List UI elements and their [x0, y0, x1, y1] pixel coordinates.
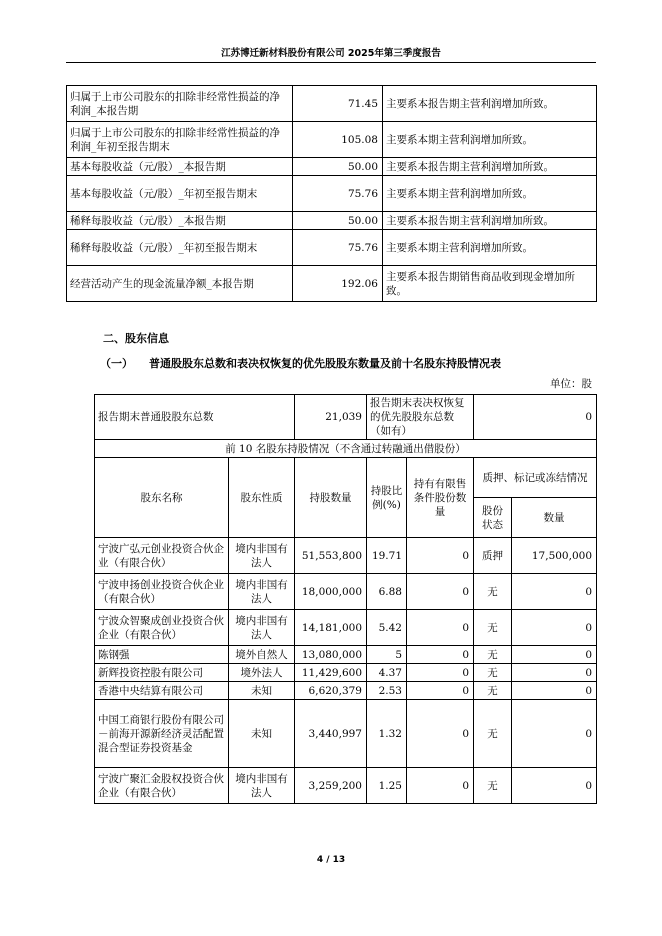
holder-restricted: 0 [407, 646, 474, 664]
table-row [67, 86, 597, 122]
holder-shares: 6,620,379 [295, 682, 367, 700]
col-shares-header: 持股数量 [295, 458, 367, 538]
indicator-item: 归属于上市公司股东的扣除非经常性损益的净利润_本报告期 [67, 86, 293, 122]
summary-value-2: 0 [474, 395, 597, 440]
holder-restricted: 0 [407, 538, 474, 574]
summary-value-1: 21,039 [295, 395, 367, 440]
table-row [95, 682, 597, 700]
holder-name: 宁波广聚汇金股权投资合伙企业（有限合伙） [95, 768, 229, 804]
holder-status: 质押 [474, 538, 512, 574]
table-row [95, 700, 597, 768]
holder-nature: 境内非国有法人 [229, 538, 295, 574]
indicator-reason: 主要系本期主营利润增加所致。 [383, 176, 597, 212]
holder-name: 陈钢强 [95, 646, 229, 664]
column-header-row [95, 458, 597, 498]
indicator-reason: 主要系本报告期主营利润增加所致。 [383, 86, 597, 122]
holder-nature: 境内非国有法人 [229, 574, 295, 610]
indicator-item: 基本每股收益（元/股）_本报告期 [67, 158, 293, 176]
holder-restricted: 0 [407, 700, 474, 768]
holder-shares: 18,000,000 [295, 574, 367, 610]
holder-ratio: 5 [367, 646, 407, 664]
holder-name: 中国工商银行股份有限公司－前海开源新经济灵活配置混合型证券投资基金 [95, 700, 229, 768]
indicator-rows [67, 86, 597, 302]
holder-shares: 13,080,000 [295, 646, 367, 664]
holder-name: 宁波申扬创业投资合伙企业（有限合伙） [95, 574, 229, 610]
holder-nature: 未知 [229, 682, 295, 700]
holder-name: 宁波众智聚成创业投资合伙企业（有限合伙） [95, 610, 229, 646]
indicator-reason: 主要系本报告期主营利润增加所致。 [383, 158, 597, 176]
holder-nature: 境内非国有法人 [229, 768, 295, 804]
holder-nature: 境外法人 [229, 664, 295, 682]
holder-qty: 0 [512, 610, 597, 646]
table-row [67, 230, 597, 266]
holder-restricted: 0 [407, 664, 474, 682]
table-row [67, 176, 597, 212]
indicator-value: 75.76 [293, 230, 383, 266]
holder-shares: 51,553,800 [295, 538, 367, 574]
holder-ratio: 19.71 [367, 538, 407, 574]
col-restricted-header: 持有有限售条件股份数量 [407, 458, 474, 538]
indicator-value: 71.45 [293, 86, 383, 122]
col-nature-header: 股东性质 [229, 458, 295, 538]
holder-qty: 0 [512, 700, 597, 768]
indicator-value: 105.08 [293, 122, 383, 158]
table-row [67, 122, 597, 158]
subsection-number: （一） [100, 357, 133, 370]
holder-name: 新辉投资控股有限公司 [95, 664, 229, 682]
indicator-change-table [66, 85, 597, 302]
holder-restricted: 0 [407, 574, 474, 610]
table-row [95, 646, 597, 664]
indicator-value: 50.00 [293, 212, 383, 230]
holder-shares: 14,181,000 [295, 610, 367, 646]
indicator-reason: 主要系本报告期销售商品收到现金增加所致。 [383, 266, 597, 302]
summary-row [95, 395, 597, 440]
shareholder-table [94, 394, 597, 804]
table-row [95, 768, 597, 804]
holder-ratio: 1.32 [367, 700, 407, 768]
summary-label-1: 报告期末普通股股东总数 [95, 395, 295, 440]
holder-status: 无 [474, 682, 512, 700]
col-qty-header: 数量 [512, 498, 597, 538]
page-number: 4 / 13 [316, 855, 346, 865]
holder-ratio: 5.42 [367, 610, 407, 646]
holder-shares: 3,440,997 [295, 700, 367, 768]
holder-restricted: 0 [407, 682, 474, 700]
header-divider [66, 62, 596, 63]
table-row [67, 212, 597, 230]
holder-status: 无 [474, 700, 512, 768]
holder-qty: 17,500,000 [512, 538, 597, 574]
indicator-item: 稀释每股收益（元/股）_本报告期 [67, 212, 293, 230]
holder-status: 无 [474, 768, 512, 804]
holder-qty: 0 [512, 664, 597, 682]
col-ratio-header: 持股比例(%) [367, 458, 407, 538]
holder-ratio: 4.37 [367, 664, 407, 682]
holder-qty: 0 [512, 768, 597, 804]
col-name-header: 股东名称 [95, 458, 229, 538]
holder-name: 宁波广弘元创业投资合伙企业（有限合伙） [95, 538, 229, 574]
holder-shares: 11,429,600 [295, 664, 367, 682]
holder-nature: 未知 [229, 700, 295, 768]
holder-ratio: 2.53 [367, 682, 407, 700]
section-title: 二、股东信息 [103, 332, 169, 345]
table-row [95, 574, 597, 610]
indicator-reason: 主要系本报告期主营利润增加所致。 [383, 212, 597, 230]
indicator-item: 经营活动产生的现金流量净额_本报告期 [67, 266, 293, 302]
indicator-item: 稀释每股收益（元/股）_年初至报告期末 [67, 230, 293, 266]
table-row [67, 158, 597, 176]
top10-title-row [95, 440, 597, 458]
indicator-item: 归属于上市公司股东的扣除非经常性损益的净利润_年初至报告期末 [67, 122, 293, 158]
subsection-text: 普通股股东总数和表决权恢复的优先股股东数量及前十名股东持股情况表 [149, 357, 501, 370]
holder-nature: 境外自然人 [229, 646, 295, 664]
holder-name: 香港中央结算有限公司 [95, 682, 229, 700]
indicator-value: 50.00 [293, 158, 383, 176]
indicator-item: 基本每股收益（元/股）_年初至报告期末 [67, 176, 293, 212]
col-pledge-header: 质押、标记或冻结情况 [474, 458, 597, 498]
holder-qty: 0 [512, 574, 597, 610]
indicator-reason: 主要系本期主营利润增加所致。 [383, 122, 597, 158]
table-row [67, 266, 597, 302]
subsection-title [100, 355, 501, 371]
top10-title: 前 10 名股东持股情况（不含通过转融通出借股份） [95, 440, 597, 458]
holder-status: 无 [474, 574, 512, 610]
holder-status: 无 [474, 664, 512, 682]
indicator-value: 192.06 [293, 266, 383, 302]
col-status-header: 股份状态 [474, 498, 512, 538]
indicator-reason: 主要系本期主营利润增加所致。 [383, 230, 597, 266]
table-row [95, 610, 597, 646]
holder-status: 无 [474, 646, 512, 664]
holder-shares: 3,259,200 [295, 768, 367, 804]
holder-status: 无 [474, 610, 512, 646]
holder-restricted: 0 [407, 610, 474, 646]
holder-nature: 境内非国有法人 [229, 610, 295, 646]
holder-qty: 0 [512, 682, 597, 700]
summary-label-2: 报告期末表决权恢复的优先股股东总数（如有） [367, 395, 474, 440]
table-row [95, 664, 597, 682]
holder-qty: 0 [512, 646, 597, 664]
report-header: 江苏博迁新材料股份有限公司 2025年第三季度报告 [221, 48, 441, 59]
holder-restricted: 0 [407, 768, 474, 804]
unit-label: 单位：股 [550, 378, 592, 390]
holder-ratio: 1.25 [367, 768, 407, 804]
holder-ratio: 6.88 [367, 574, 407, 610]
indicator-value: 75.76 [293, 176, 383, 212]
table-row [95, 538, 597, 574]
